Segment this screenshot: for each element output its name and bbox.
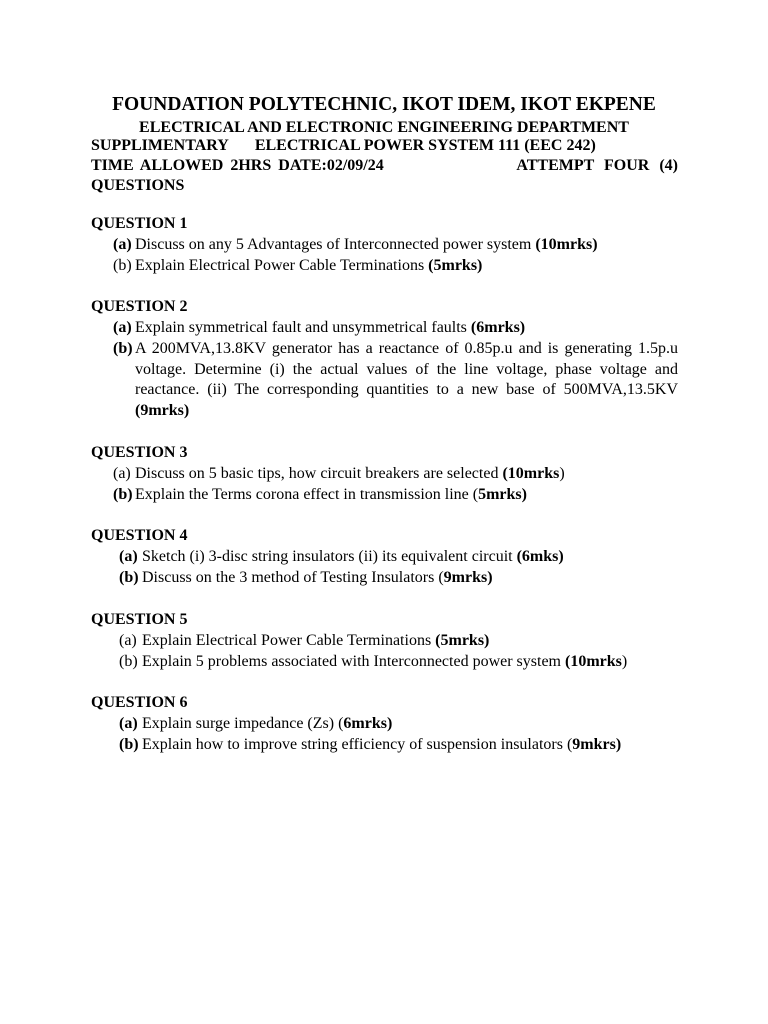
question-1-title: QUESTION 1: [91, 215, 188, 232]
item-tag: (b): [113, 257, 132, 274]
item-text: Discuss on the 3 method of Testing Insulators (: [142, 569, 444, 586]
question-3b: [113, 485, 678, 506]
item-tag: (b): [113, 486, 133, 503]
item-tag: (a): [119, 548, 138, 565]
item-tail: ): [559, 465, 565, 482]
item-tail: ): [621, 653, 628, 670]
question-5-title: QUESTION 5: [91, 611, 188, 628]
item-marks: (6mrks): [470, 319, 526, 336]
department-name: ELECTRICAL AND ELECTRONIC ENGINEERING DEPARTMENT: [139, 119, 629, 136]
exam-type: SUPPLIMENTARY: [91, 137, 229, 154]
item-marks: 9mrks): [443, 569, 493, 586]
item-tag: (a): [113, 319, 132, 336]
question-2b: [113, 339, 678, 421]
item-text: Explain 5 problems associated with Interconnected power system: [142, 653, 565, 670]
item-text: Discuss on 5 basic tips, how circuit breakers are selected: [135, 465, 503, 482]
question-4-title: QUESTION 4: [91, 527, 188, 544]
item-text: Discuss on any 5 Advantages of Interconnected power system: [135, 236, 536, 253]
item-tag: (a): [113, 236, 132, 253]
item-marks: (5mrks): [435, 632, 490, 649]
item-tag: (b): [119, 736, 139, 753]
question-2a: [113, 318, 678, 339]
question-4b: [119, 568, 678, 589]
item-marks: 9mkrs): [572, 736, 622, 753]
question-5a: [119, 631, 678, 652]
item-text: Explain Electrical Power Cable Terminations: [135, 257, 429, 274]
item-tag: (a): [113, 465, 131, 482]
question-1b: [113, 256, 678, 277]
question-3-title: QUESTION 3: [91, 444, 188, 461]
question-3a: [113, 464, 678, 485]
question-6b: [119, 735, 678, 756]
item-marks: (10mrks: [565, 653, 622, 670]
item-marks: (9mrks): [135, 401, 190, 419]
item-tag: (a): [119, 632, 137, 649]
item-marks: (6mks): [516, 548, 564, 565]
question-6-title: QUESTION 6: [91, 694, 188, 711]
item-marks: (5mrks): [428, 257, 483, 274]
item-marks: 5mrks): [478, 486, 527, 503]
time-allowed: TIME ALLOWED 2HRS DATE:02/09/24: [91, 157, 384, 174]
item-text: Explain the Terms corona effect in transmission line (: [135, 486, 479, 503]
question-5b: [119, 652, 678, 673]
question-2-title: QUESTION 2: [91, 298, 188, 315]
item-tag: (b): [119, 569, 139, 586]
item-text: A 200MVA,13.8KV generator has a reactance of 0.85p.u and is generating 1.5p.u voltage. Determine (i) the actual values of the line voltage, phase voltage and reactance. (ii) The corresponding quantities to a new base of 500MVA,13.5KV: [135, 340, 678, 398]
item-text: Explain Electrical Power Cable Terminations: [142, 632, 436, 649]
item-tag: (b): [113, 340, 133, 357]
item-text: Explain surge impedance (Zs) (: [142, 715, 344, 732]
question-1a: [113, 235, 678, 256]
question-6a: [119, 714, 678, 735]
course-title: ELECTRICAL POWER SYSTEM 111 (EEC 242): [254, 137, 596, 154]
attempt-instruction-cont: QUESTIONS: [91, 177, 185, 194]
item-tag: (b): [119, 653, 138, 670]
item-text: Explain how to improve string efficiency of suspension insulators (: [142, 736, 573, 753]
question-4a: [119, 547, 678, 568]
item-marks: (10mrks: [502, 465, 560, 482]
item-tag: (a): [119, 715, 138, 732]
item-text: Explain symmetrical fault and unsymmetrical faults: [135, 319, 471, 336]
attempt-instruction: ATTEMPT FOUR (4): [516, 157, 678, 174]
item-text: Sketch (i) 3-disc string insulators (ii) its equivalent circuit: [142, 548, 517, 565]
item-marks: (10mrks): [535, 236, 598, 253]
exam-course-line: [91, 136, 678, 156]
item-marks: 6mrks): [343, 715, 393, 732]
institution-name: FOUNDATION POLYTECHNIC, IKOT IDEM, IKOT EKPENE: [112, 94, 656, 115]
time-line: [91, 156, 678, 176]
